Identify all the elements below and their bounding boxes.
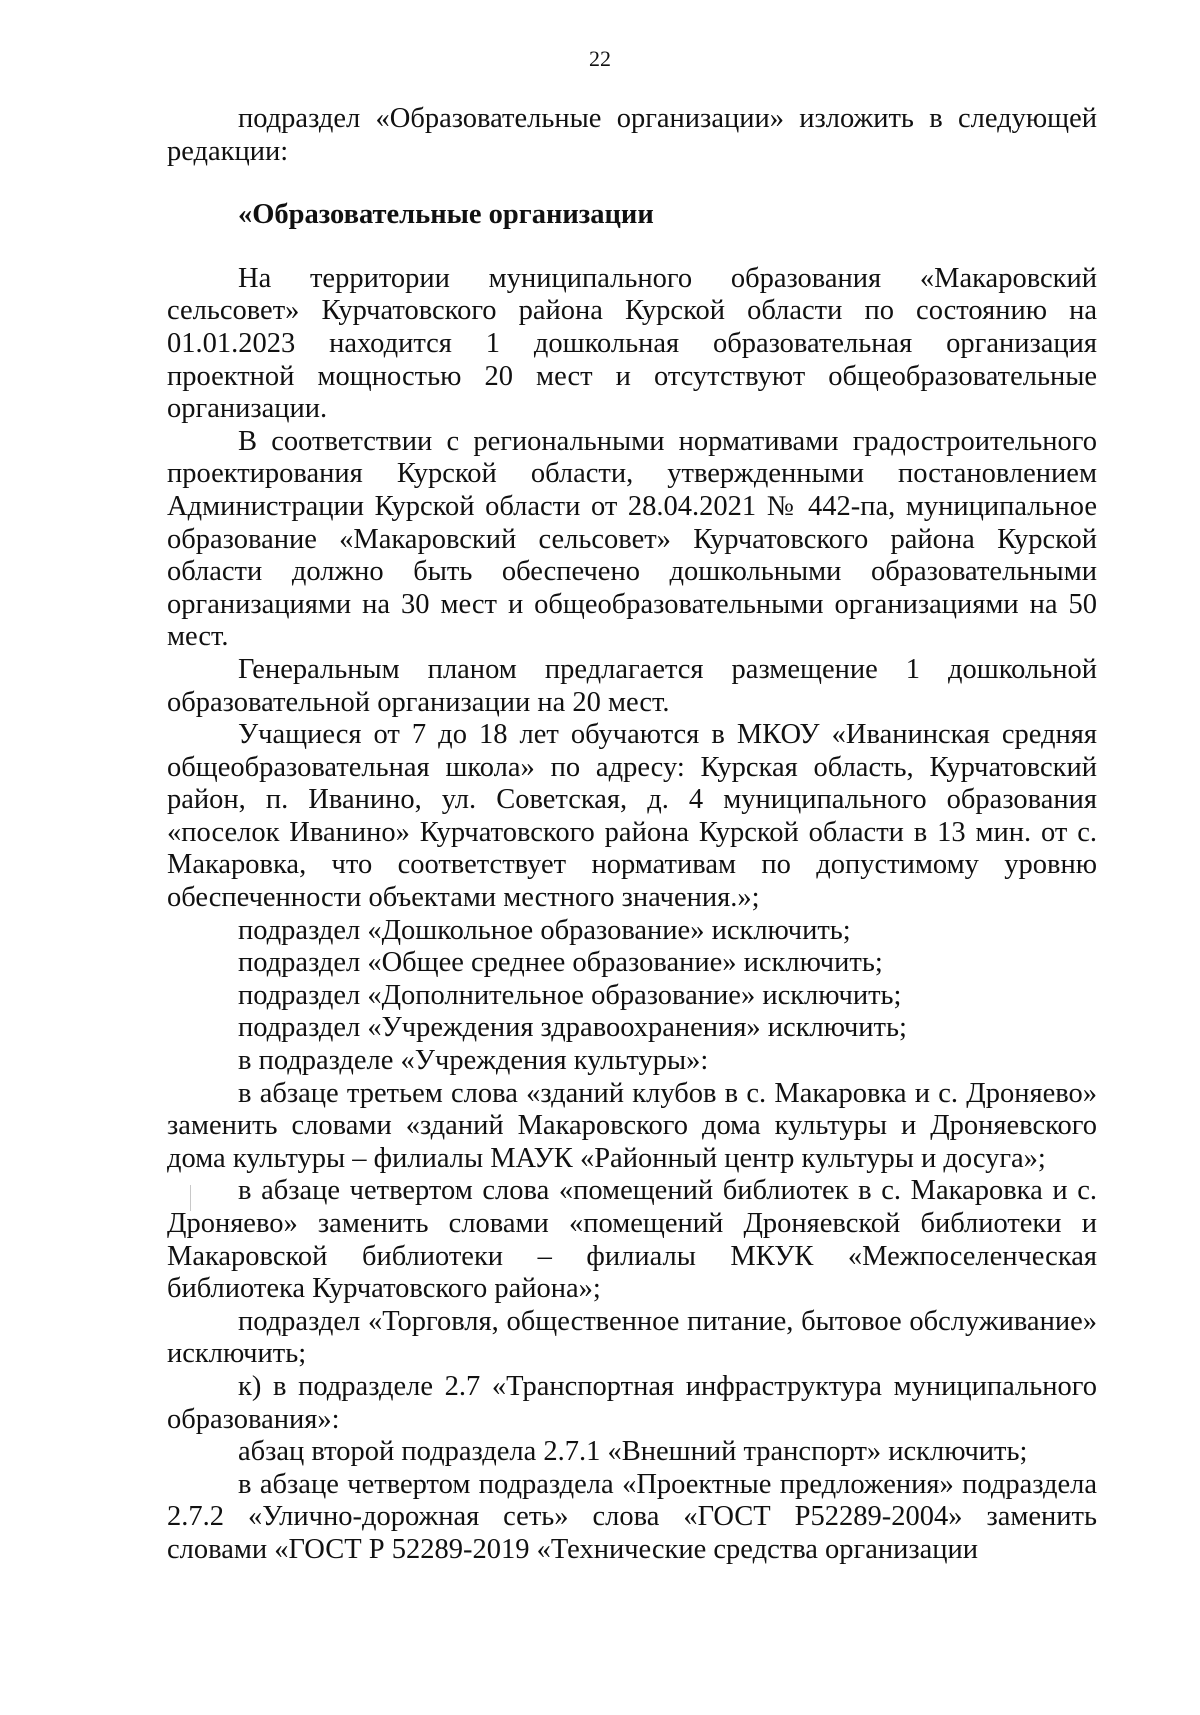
- paragraph-preschool: подраздел «Дошкольное образование» исключить;: [238, 914, 851, 946]
- paragraph-regulations: В соответствии с региональными нормативами градостроительного проектирования Курской области, утвержденными постановлением Администрации Курской области от 28.04.2021 № 442-па, муниципальное образование «Макаровский сельсовет» Курчатовского района Курской области должно быть обеспечено дошкольными образовательными организациями на 30 мест и общеобразовательными организациями на 50 мест.: [167, 425, 1097, 653]
- paragraph-trade: подраздел «Торговля, общественное питание, бытовое обслуживание» исключить;: [167, 1305, 1097, 1370]
- paragraph-clubs: в абзаце третьем слова «зданий клубов в с. Макаровка и с. Дроняево» заменить словами «зданий Макаровского дома культуры и Дроняевского дома культуры – филиалы МАУК «Районный центр культуры и досуга»;: [167, 1077, 1097, 1174]
- paragraph-general-education: подраздел «Общее среднее образование» исключить;: [238, 947, 883, 979]
- page-number: 22: [589, 46, 611, 71]
- paragraph-culture: в подразделе «Учреждения культуры»:: [238, 1045, 709, 1077]
- paragraph-healthcare: подраздел «Учреждения здравоохранения» исключить;: [238, 1012, 907, 1044]
- paragraph-transport: к) в подразделе 2.7 «Транспортная инфраструктура муниципального образования»:: [167, 1370, 1097, 1435]
- paragraph-territory: На территории муниципального образования «Макаровский сельсовет» Курчатовского района Курской области по состоянию на 01.01.2023 находится 1 дошкольная образовательная организация проектной мощностью 20 мест и отсутствуют общеобразовательные организации.: [167, 262, 1097, 425]
- paragraph-students: Учащиеся от 7 до 18 лет обучаются в МКОУ «Иванинская средняя общеобразовательная школа» по адресу: Курская область, Курчатовский район, п. Иванино, ул. Советская, д. 4 муниципального образования «поселок Иванино» Курчатовского района Курской области в 13 мин. от с. Макаровка, что соответствует нормативам по допустимому уровню обеспеченности объектами местного значения.»;: [167, 719, 1097, 914]
- paragraph-external-transport: абзац второй подраздела 2.7.1 «Внешний транспорт» исключить;: [238, 1436, 1028, 1468]
- paragraph-additional-education: подраздел «Дополнительное образование» исключить;: [238, 979, 902, 1011]
- paragraph-general-plan: Генеральным планом предлагается размещение 1 дошкольной образовательной организации на 20 мест.: [167, 653, 1097, 718]
- paragraph-intro: подраздел «Образовательные организации» изложить в следующей редакции:: [167, 103, 1097, 167]
- document-body: [167, 103, 1097, 1567]
- paragraph-road-network: в абзаце четвертом подраздела «Проектные предложения» подраздела 2.7.2 «Улично-дорожная сеть» слова «ГОСТ Р52289-2004» заменить словами «ГОСТ Р 52289-2019 «Технические средства организации: [167, 1468, 1097, 1565]
- paragraph-libraries: в абзаце четвертом слова «помещений библиотек в с. Макаровка и с. Дроняево» заменить словами «помещений Дроняевской библиотеки и Макаровской библиотеки – филиалы МКУК «Межпоселенческая библиотека Курчатовского района»;: [167, 1175, 1097, 1305]
- section-heading: «Образовательные организации: [238, 199, 654, 231]
